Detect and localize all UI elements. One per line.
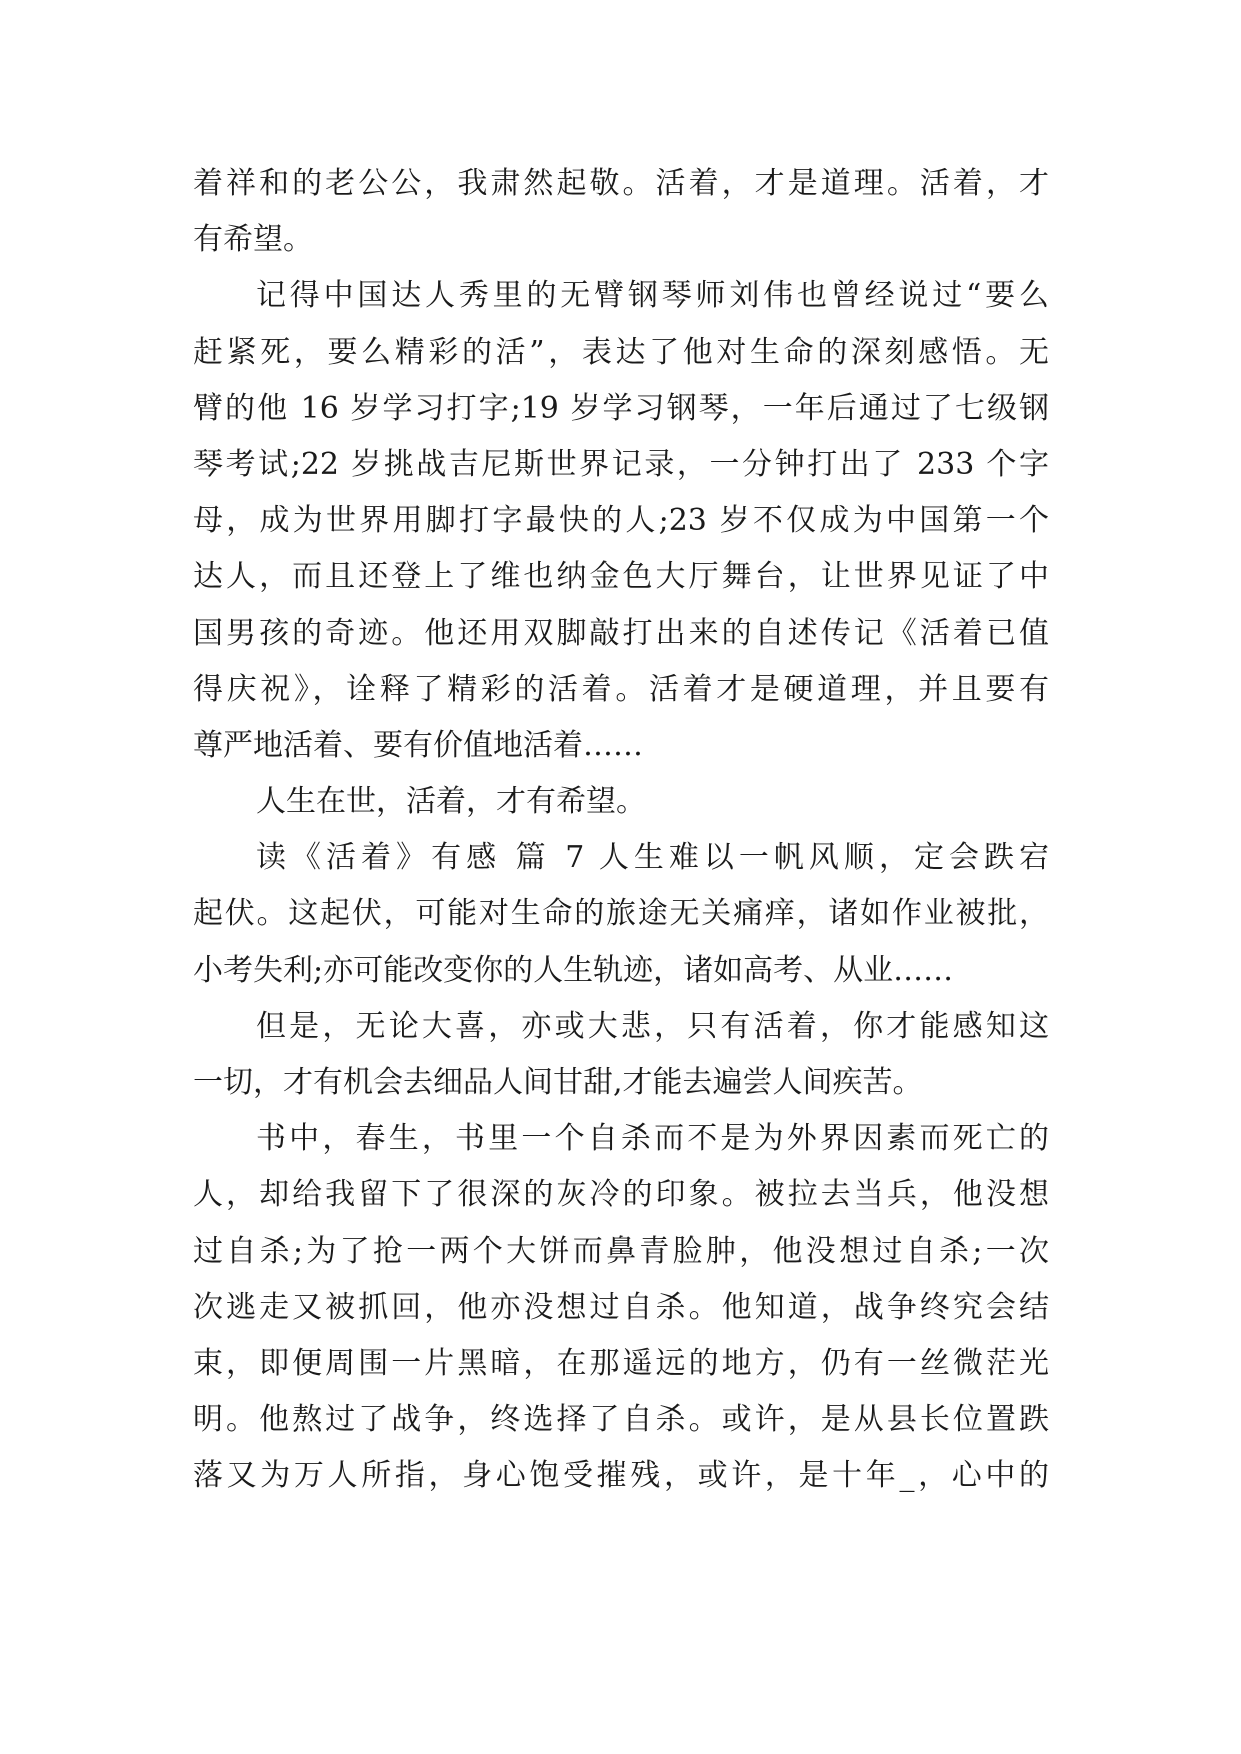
text-line: 着祥和的老公公，我肃然起敬。活着，才是道理。活着，才	[193, 166, 1049, 201]
text-line: 落又为万人所指，身心饱受摧残，或许，是十年_，心中的	[193, 1458, 1049, 1494]
text-line: 国男孩的奇迹。他还用双脚敲打出来的自述传记《活着已值	[193, 615, 1049, 651]
text-line: 琴考试;22 岁挑战吉尼斯世界记录，一分钟打出了 233 个字	[193, 446, 1049, 482]
text-line: 达人，而且还登上了维也纳金色大厅舞台，让世界见证了中	[193, 559, 1049, 595]
text-line: 一切，才有机会去细品人间甘甜,才能去遍尝人间疾苦。	[193, 1065, 923, 1100]
text-line: 臂的他 16 岁学习打字;19 岁学习钢琴，一年后通过了七级钢	[193, 390, 1049, 426]
text-line: 束，即便周围一片黑暗，在那遥远的地方，仍有一丝微茫光	[193, 1345, 1049, 1381]
text-line: 明。他熬过了战争，终选择了自杀。或许，是从县长位置跌	[193, 1402, 1049, 1438]
text-line: 次逃走又被抓回，他亦没想过自杀。他知道，战争终究会结	[193, 1289, 1049, 1325]
text-line: 起伏。这起伏，可能对生命的旅途无关痛痒，诸如作业被批，	[193, 896, 1049, 932]
text-line: 人生在世，活着，才有希望。	[256, 784, 646, 820]
text-line: 但是，无论大喜，亦或大悲，只有活着，你才能感知这	[256, 1008, 1049, 1044]
text-line: 过自杀;为了抢一两个大饼而鼻青脸肿，他没想过自杀;一次	[193, 1233, 1049, 1269]
text-line: 赶紧死，要么精彩的活”，表达了他对生命的深刻感悟。无	[193, 334, 1049, 370]
text-line: 有希望。	[193, 222, 313, 258]
text-line: 得庆祝》，诠释了精彩的活着。活着才是硬道理，并且要有	[193, 671, 1049, 707]
text-line: 人，却给我留下了很深的灰冷的印象。被拉去当兵，他没想	[193, 1177, 1049, 1213]
text-line: 母，成为世界用脚打字最快的人;23 岁不仅成为中国第一个	[193, 503, 1049, 539]
text-line: 读《活着》有感 篇 7 人生难以一帆风顺，定会跌宕	[256, 840, 1049, 876]
text-line: 书中，春生，书里一个自杀而不是为外界因素而死亡的	[256, 1121, 1049, 1157]
body-text	[193, 162, 1049, 1511]
text-line: 记得中国达人秀里的无臂钢琴师刘伟也曾经说过“要么	[256, 278, 1049, 314]
text-line: 尊严地活着、要有价值地活着……	[193, 727, 643, 763]
text-line: 小考失利;亦可能改变你的人生轨迹，诸如高考、从业……	[193, 952, 954, 988]
